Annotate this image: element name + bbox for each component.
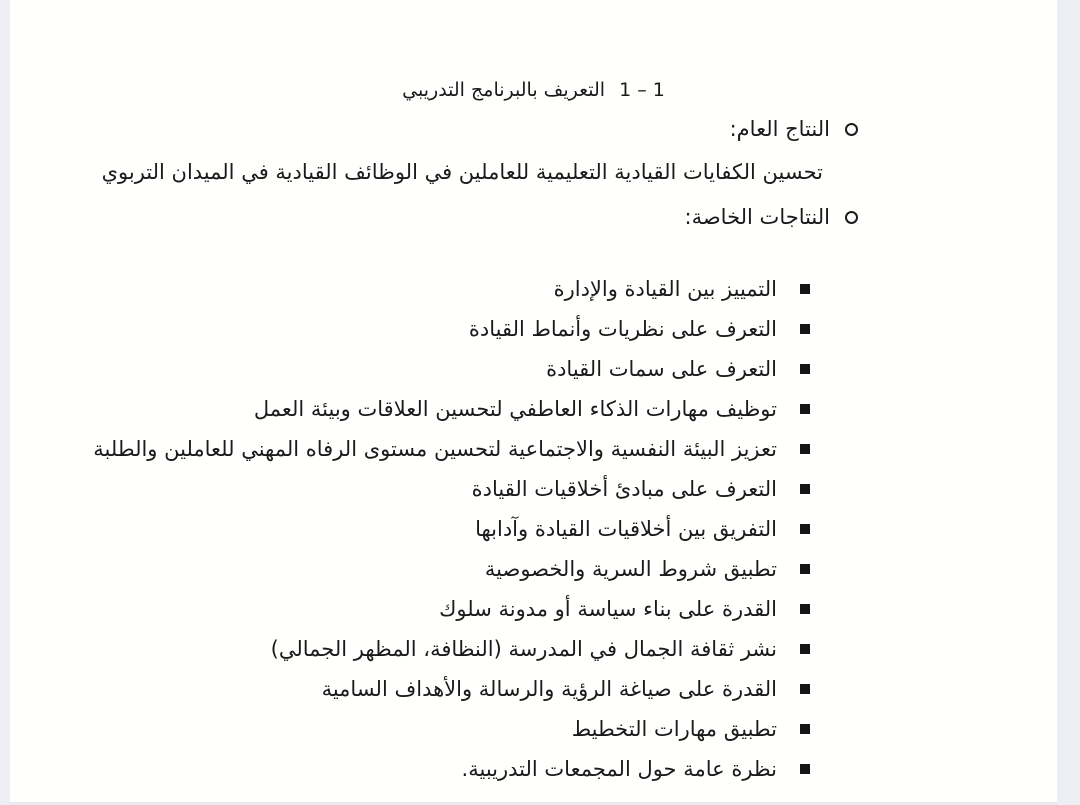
list-item	[93, 709, 810, 749]
square-bullet-icon	[800, 604, 810, 614]
circle-bullet-icon	[845, 123, 858, 136]
list-item	[93, 669, 810, 709]
square-bullet-icon	[800, 404, 810, 414]
section-number: 1 – 1	[619, 79, 665, 101]
outcome-item-label: القدرة على بناء سياسة أو مدونة سلوك	[439, 597, 777, 621]
general-outcome-heading-row	[730, 115, 858, 143]
list-item	[93, 269, 810, 309]
list-item	[93, 389, 810, 429]
square-bullet-icon	[800, 484, 810, 494]
list-item	[93, 309, 810, 349]
square-bullet-icon	[800, 564, 810, 574]
general-outcome-body: تحسين الكفايات القيادية التعليمية للعاملين في الوظائف القيادية في الميدان التربوي	[101, 160, 823, 184]
specific-outcomes-heading-row	[685, 203, 858, 231]
square-bullet-icon	[800, 764, 810, 774]
list-item	[93, 549, 810, 589]
specific-outcomes-list	[93, 269, 810, 789]
list-item	[93, 589, 810, 629]
document-page	[10, 0, 1057, 805]
general-outcome-heading: النتاج العام:	[729, 117, 830, 141]
square-bullet-icon	[800, 724, 810, 734]
square-bullet-icon	[800, 644, 810, 654]
outcome-item-label: تطبيق مهارات التخطيط	[571, 717, 777, 741]
outcome-item-label: تعزيز البيئة النفسية والاجتماعية لتحسين مستوى الرفاه المهني للعاملين والطلبة	[93, 437, 777, 461]
list-item	[93, 749, 810, 789]
section-title-text: التعريف بالبرنامج التدريبي	[402, 79, 606, 101]
list-item	[93, 629, 810, 669]
list-item	[93, 469, 810, 509]
list-item	[93, 429, 810, 469]
square-bullet-icon	[800, 524, 810, 534]
outcome-item-label: التعرف على مبادئ أخلاقيات القيادة	[471, 477, 777, 501]
section-title	[10, 77, 1057, 103]
square-bullet-icon	[800, 324, 810, 334]
square-bullet-icon	[800, 284, 810, 294]
outcome-item-label: تطبيق شروط السرية والخصوصية	[484, 557, 777, 581]
outcome-item-label: التعرف على نظريات وأنماط القيادة	[468, 317, 777, 341]
square-bullet-icon	[800, 364, 810, 374]
right-margin-strip	[1057, 0, 1080, 805]
list-item	[93, 509, 810, 549]
outcome-item-label: توظيف مهارات الذكاء العاطفي لتحسين العلاقات وبيئة العمل	[253, 397, 777, 421]
list-item	[93, 349, 810, 389]
outcome-item-label: نظرة عامة حول المجمعات التدريبية.	[461, 757, 777, 781]
outcome-item-label: التمييز بين القيادة والإدارة	[553, 277, 777, 301]
left-margin-strip	[0, 0, 10, 805]
outcome-item-label: التعرف على سمات القيادة	[546, 357, 777, 381]
square-bullet-icon	[800, 684, 810, 694]
outcome-item-label: نشر ثقافة الجمال في المدرسة (النظافة، المظهر الجمالي)	[270, 637, 777, 661]
outcome-item-label: التفريق بين أخلاقيات القيادة وآدابها	[475, 517, 777, 541]
square-bullet-icon	[800, 444, 810, 454]
outcome-item-label: القدرة على صياغة الرؤية والرسالة والأهداف السامية	[321, 677, 777, 701]
circle-bullet-icon	[845, 211, 858, 224]
specific-outcomes-heading: النتاجات الخاصة:	[684, 205, 830, 229]
